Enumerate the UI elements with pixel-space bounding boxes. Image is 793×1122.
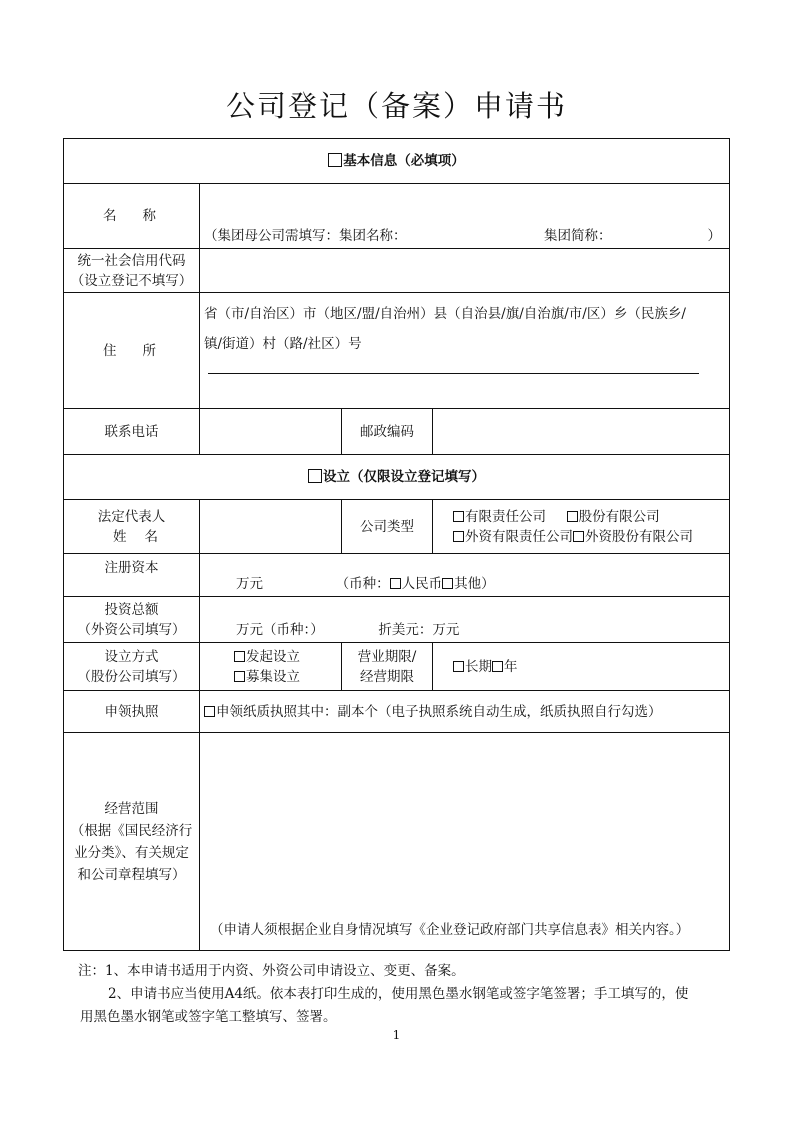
method-label: 设立方式 [104,648,159,665]
usd-equiv: 折美元：万元 [378,622,460,638]
total-invest-label: 投资总额 [104,601,159,618]
scope-label-cell [64,733,200,951]
note-line-3: 用黑色墨水钢笔或签字笔工整填写、签署。 [80,1009,337,1025]
name-hint-abbr: 集团简称： [544,228,612,244]
scope-hint: （申请人须根据企业自身情况填写《企业登记政府部门共享信息表》相关内容。） [210,922,690,938]
section-basic-title: 基本信息（必填项） [343,153,465,169]
reg-capital-unit: 万元 [236,576,263,592]
scope-note-1: （根据《国民经济行 [70,822,193,839]
phone-field[interactable] [200,409,342,455]
page-title: 公司登记（备案）申请书 [225,89,567,123]
method-note: （股份公司填写） [77,668,186,685]
period-label-1: 营业期限/ [357,648,417,665]
address-underline [208,373,699,374]
type-ltd-label: 有限责任公司 [465,508,546,525]
address-line-2: 镇/街道）村（路/社区）号 [204,336,362,352]
scope-note-3: 和公司章程填写） [77,866,186,883]
credit-code-label-cell [64,249,200,293]
license-paper-checkbox[interactable] [204,706,215,717]
phone-label: 联系电话 [64,409,200,455]
reg-capital-field[interactable] [200,554,730,597]
total-invest-field[interactable] [200,597,730,643]
company-type-label: 公司类型 [342,500,433,554]
name-hint-close: ） [707,228,721,244]
company-type-options [433,500,730,554]
period-label-cell [342,643,433,691]
legal-rep-label-1: 法定代表人 [97,508,166,525]
note-line-1: 注：1、本申请书适用于内资、外资公司申请设立、变更、备案。 [78,963,465,979]
name-label: 名称 [64,184,200,249]
currency-rmb-label: 人民币 [401,576,443,592]
name-hint-group: （集团母公司需填写：集团名称： [204,228,407,244]
type-foreign-ltd-checkbox[interactable] [453,531,464,542]
reg-capital-label: 注册资本 [64,554,200,597]
method-promote-label: 发起设立 [246,648,300,665]
section-establish-title: 设立（仅限设立登记填写） [323,469,485,485]
type-share-label: 股份有限公司 [578,508,660,525]
period-long-label: 长期 [465,658,492,675]
currency-other-label: 其他） [454,576,495,592]
type-foreign-share-checkbox[interactable] [573,531,584,542]
address-line-1: 省（市/自治区）市（地区/盟/自治州）县（自治县/旗/自治旗/市/区）乡（民族乡/ [204,306,686,322]
page-number: 1 [392,1028,401,1042]
total-invest-unit: 万元（币种：） [236,622,324,638]
type-share-checkbox[interactable] [567,511,578,522]
scope-note-2: 业分类》、有关规定 [74,844,189,861]
method-promote-checkbox[interactable] [234,651,245,662]
credit-code-note: （设立登记不填写） [70,272,193,289]
period-options [433,643,730,691]
currency-prefix: （币种： [335,576,390,592]
type-ltd-checkbox[interactable] [453,511,464,522]
legal-rep-label-2: 姓名 [113,528,176,545]
period-label-2: 经营期限 [360,668,414,685]
name-field[interactable] [200,184,730,249]
section-establish [64,455,730,500]
section-establish-checkbox[interactable] [308,469,322,483]
currency-other-checkbox[interactable] [442,578,453,589]
license-field [200,691,730,733]
type-foreign-share-label: 外资股份有限公司 [585,528,693,545]
type-foreign-ltd-label: 外资有限责任公司 [465,528,573,545]
method-options [200,643,342,691]
legal-rep-label-cell [64,500,200,554]
method-label-cell [64,643,200,691]
application-form [63,138,730,951]
address-label: 住所 [64,293,200,409]
period-long-checkbox[interactable] [453,661,464,672]
period-year-label: 年 [504,658,518,675]
section-basic-info [64,139,730,184]
note-line-2: 2、申请书应当使用A4纸。依本表打印生成的，使用黑色墨水钢笔或签字笔签署；手工填写的，使 [108,986,689,1002]
credit-code-label: 统一社会信用代码 [77,252,186,269]
total-invest-label-cell [64,597,200,643]
period-year-checkbox[interactable] [492,661,503,672]
scope-label: 经营范围 [104,800,159,817]
license-text: 申领纸质执照其中：副本个（电子执照系统自动生成，纸质执照自行勾选） [216,703,662,720]
method-raise-checkbox[interactable] [234,671,245,682]
section-basic-checkbox[interactable] [328,153,342,167]
credit-code-field[interactable] [200,249,730,293]
postcode-field[interactable] [433,409,730,455]
scope-field[interactable] [200,733,730,951]
currency-rmb-checkbox[interactable] [390,578,401,589]
legal-rep-field[interactable] [200,500,342,554]
address-field[interactable] [200,293,730,409]
license-label: 申领执照 [64,691,200,733]
notes [78,960,728,1029]
postcode-label: 邮政编码 [342,409,433,455]
total-invest-note: （外资公司填写） [77,621,186,638]
method-raise-label: 募集设立 [246,668,300,685]
